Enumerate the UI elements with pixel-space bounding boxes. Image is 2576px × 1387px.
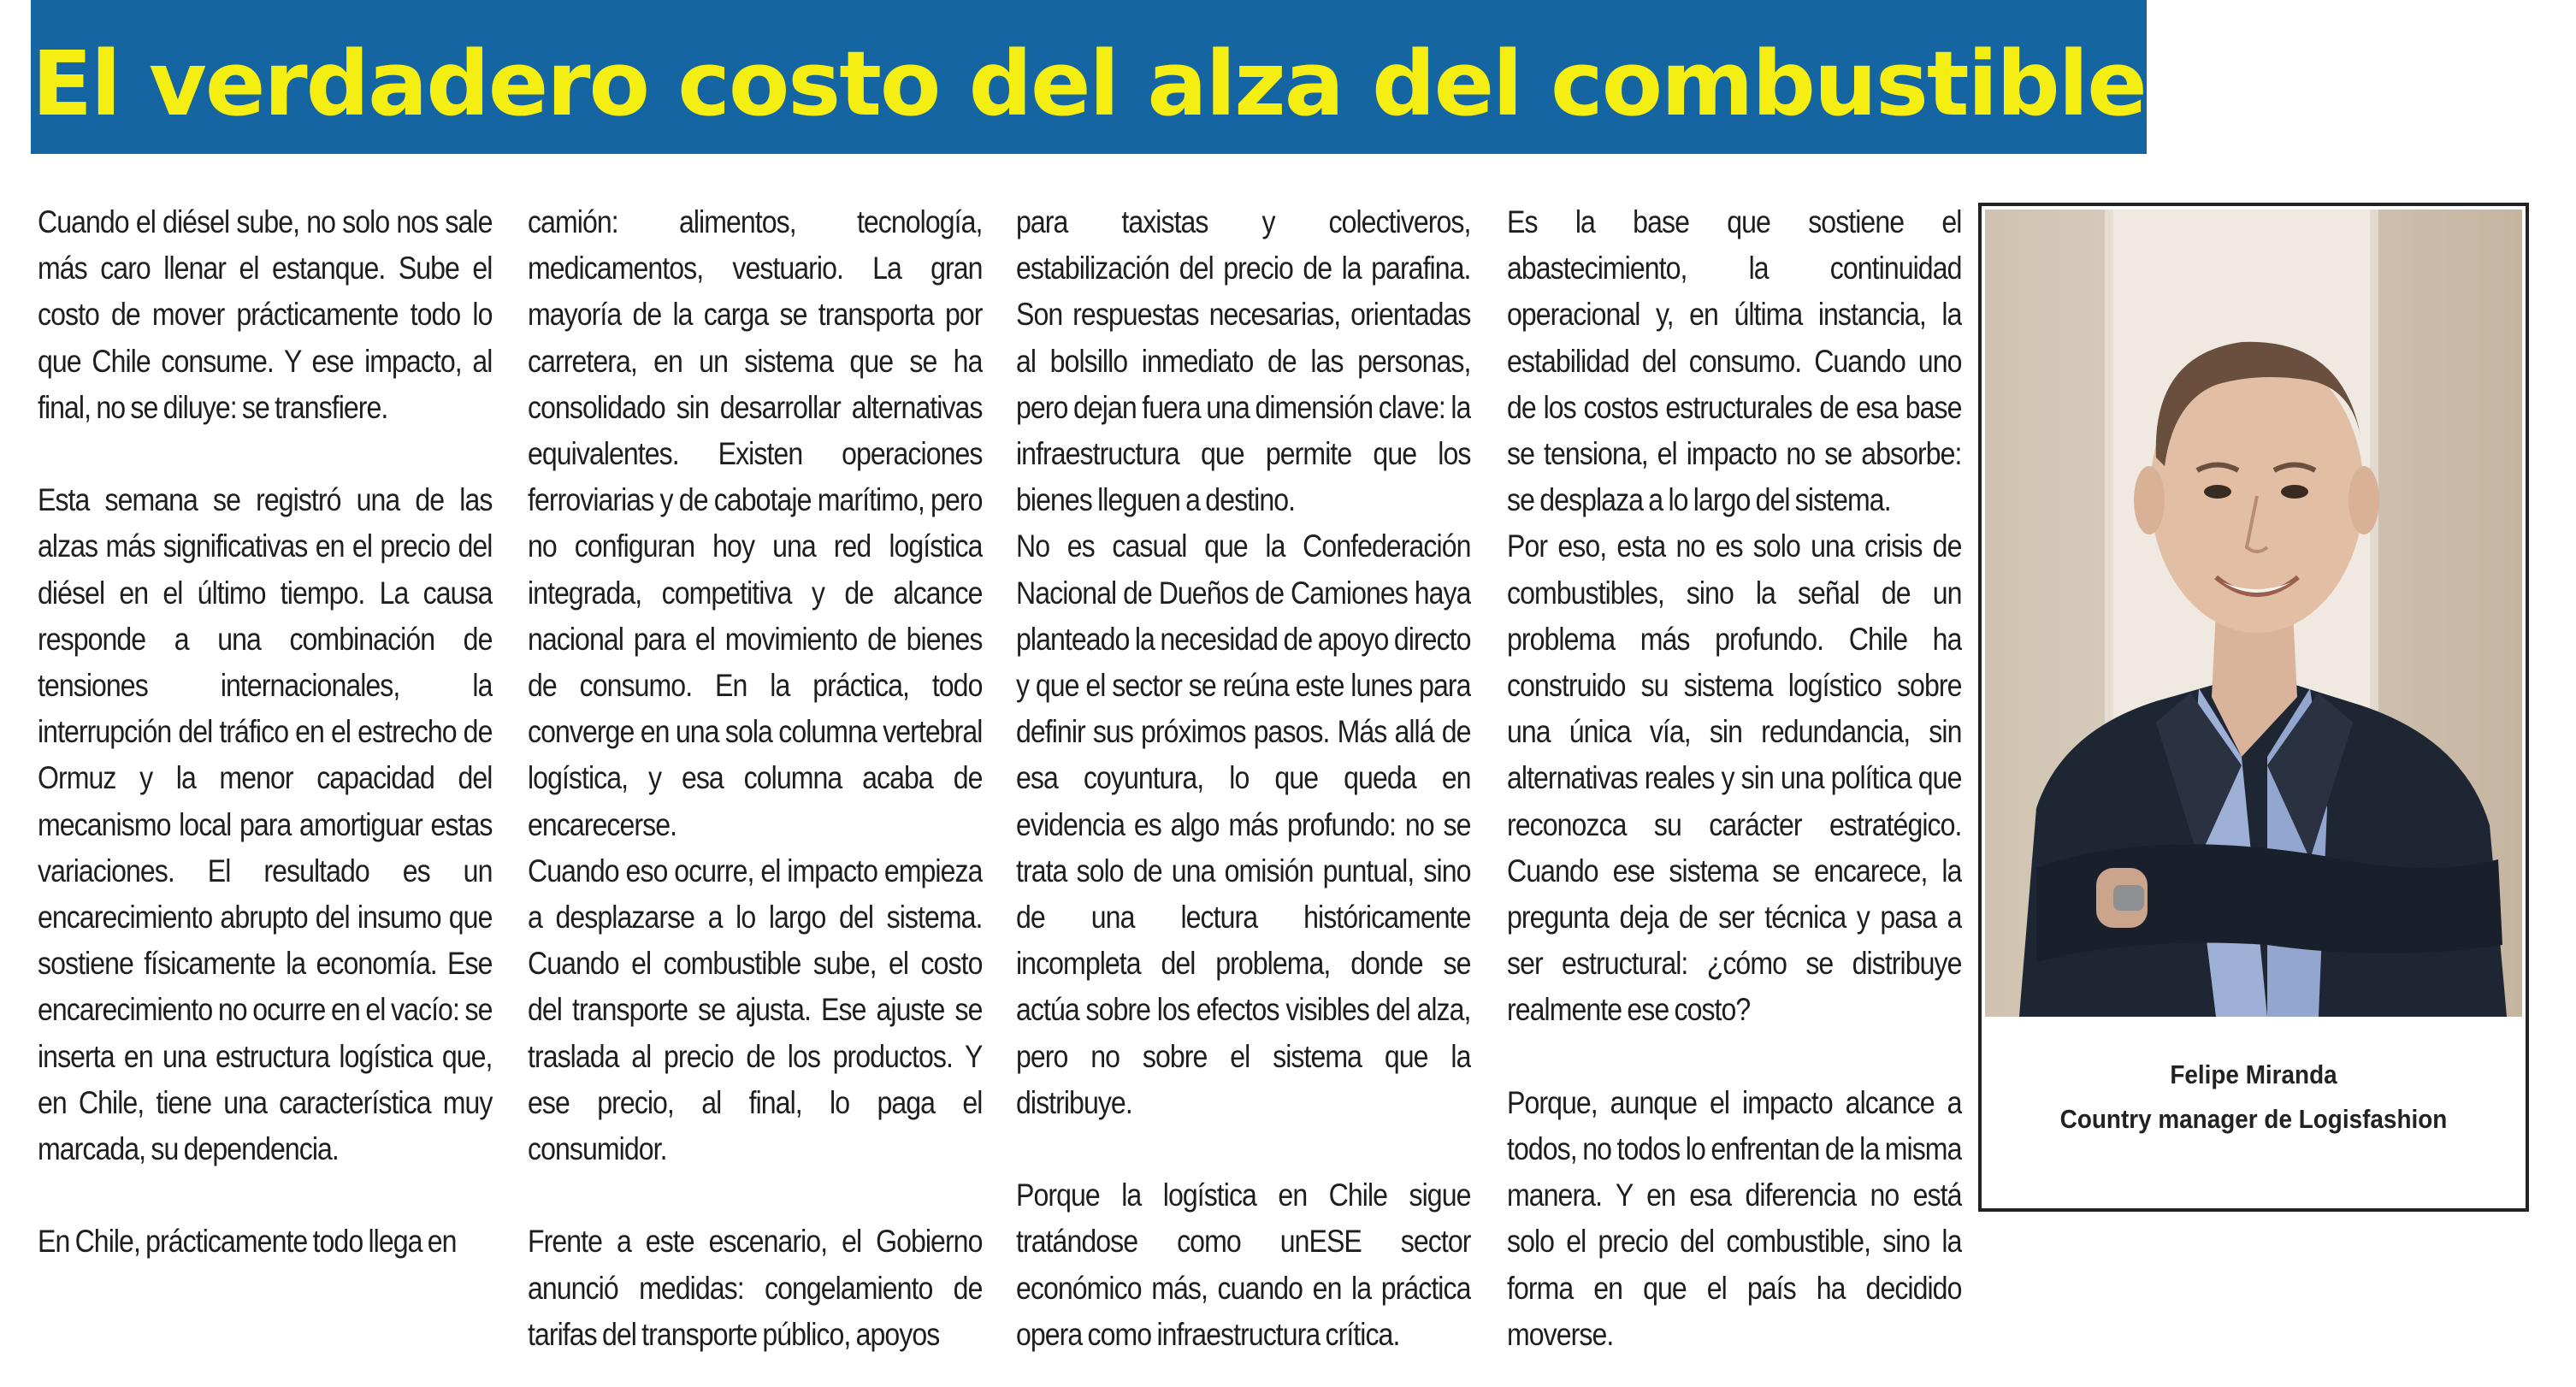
column-2-paragraph-1: camión: alimentos, tecnología, medicamentos, vestuario. La gran mayoría de la carga se transporta por carretera, en un sistema que se ha consolidado sin desarrollar alternativas equivalentes. Existen operaciones ferroviarias y de cabotaje marítimo, pero no configuran hoy una red logística integrada, competitiva y de alcance nacional para el movimiento de bienes de consumo. En la práctica, todo converge en una sola columna vertebral logística, y esa columna acaba de encarecerse. [528, 204, 983, 842]
headline-banner [31, 0, 2147, 154]
column-3-paragraph-3: Porque la logística en Chile sigue tratándose como unESE sector económico más, cuando en la práctica opera como infraestructura crítica. [1016, 1177, 1471, 1352]
column-2-paragraph-3: Frente a este escenario, el Gobierno anunció medidas: congelamiento de tarifas del transporte público, apoyos [528, 1223, 983, 1352]
column-1-paragraph-1: Cuando el diésel sube, no solo nos sale más caro llenar el estanque. Sube el costo de mover prácticamente todo lo que Chile consume. Y ese impacto, al final, no se diluye: se transfiere. [38, 204, 493, 425]
author-portrait-illustration [1985, 210, 2522, 1017]
headline: El verdadero costo del alza del combustible [32, 32, 2146, 136]
article-column-3 [1016, 198, 1471, 1387]
column-1-paragraph-3: En Chile, prácticamente todo llega en [38, 1223, 457, 1260]
article-column-4 [1507, 198, 1962, 1387]
column-4-paragraph-3: Porque, aunque el impacto alcance a todos, no todos lo enfrentan de la misma manera. Y en esa diferencia no está solo el precio del combustible, sino la forma en que el país ha decidido moverse. [1507, 1083, 1962, 1352]
column-1-paragraph-2: Esta semana se registró una de las alzas más significativas en el precio del diésel en el último tiempo. La causa responde a una combinación de tensiones internacionales, la interrupción del tráfico en el estrecho de Ormuz y la menor capacidad del mecanismo local para amortiguar estas variaciones. El resultado es un encarecimiento abrupto del insumo que sostiene físicamente la economía. Ese encarecimiento no ocurre en el vacío: se inserta en una estructura logística que, en Chile, tiene una característica muy marcada, su dependencia. [38, 481, 493, 1167]
author-photo [1985, 210, 2522, 1017]
author-box [1978, 203, 2529, 1212]
author-role: Country manager de Logisfashion [2059, 1104, 2448, 1134]
column-4-paragraph-2: Por eso, esta no es solo una crisis de combustibles, sino la señal de un problema más profundo. Chile ha construido su sistema logístico sobre una única vía, sin redundancia, sin alternativas reales y sin una política que reconozca su carácter estratégico. Cuando ese sistema se encarece, la pregunta deja de ser técnica y pasa a ser estructural: ¿cómo se distribuye realmente ese costo? [1507, 528, 1962, 1028]
column-3-paragraph-2: No es casual que la Confederación Nacional de Dueños de Camiones haya planteado la necesidad de apoyo directo y que el sector se reúna este lunes para definir sus próximos pasos. Más allá de esa coyuntura, lo que queda en evidencia es algo más profundo: no se trata solo de una omisión puntual, sino de una lectura históricamente incompleta del problema, donde se actúa sobre los efectos visibles del alza, pero no sobre el sistema que la distribuye. [1016, 528, 1471, 1120]
article-column-2 [528, 198, 983, 1387]
column-4-paragraph-1: Es la base que sostiene el abastecimiento, la continuidad operacional y, en última instancia, la estabilidad del consumo. Cuando uno de los costos estructurales de esa base se tensiona, el impacto no se absorbe: se desplaza a lo largo del sistema. [1507, 204, 1962, 518]
author-caption [1982, 1053, 2526, 1142]
column-3-paragraph-1: para taxistas y colectiveros, estabilización del precio de la parafina. Son respuestas necesarias, orientadas al bolsillo inmediato de las personas, pero dejan fuera una dimensión clave: la infraestructura que permite que los bienes lleguen a destino. [1016, 204, 1471, 518]
article-column-1 [38, 198, 493, 1387]
column-2-paragraph-2: Cuando eso ocurre, el impacto empieza a desplazarse a lo largo del sistema. Cuando el combustible sube, el costo del transporte se ajusta. Ese ajuste se traslada al precio de los productos. Y ese precio, al final, lo paga el consumidor. [528, 852, 983, 1167]
author-name: Felipe Miranda [2170, 1059, 2337, 1089]
